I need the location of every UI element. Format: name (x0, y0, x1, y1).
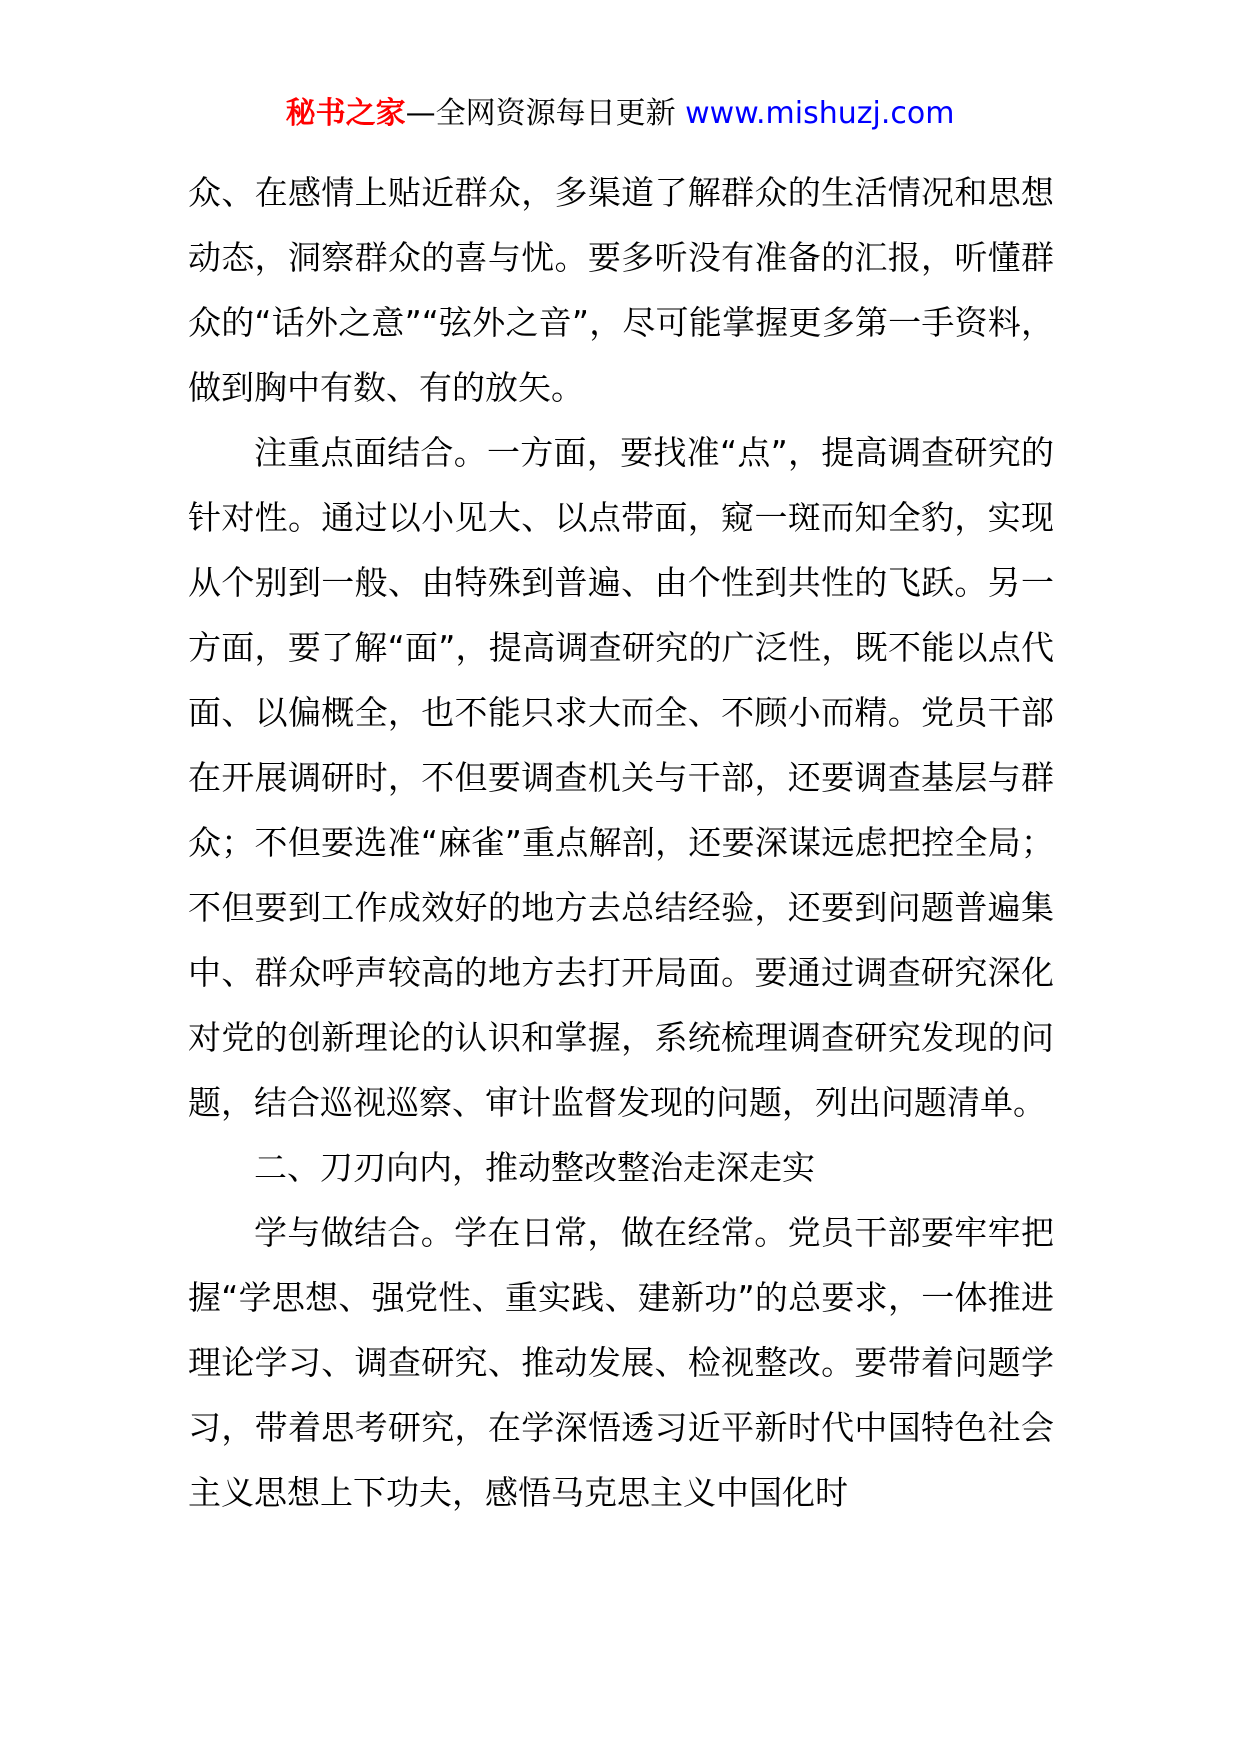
section-heading-two: 二、刀刃向内，推动整改整治走深走实 (254, 1148, 815, 1187)
site-header (0, 90, 1240, 138)
paragraph-learn-and-do: 学与做结合。学在日常，做在经常。党员干部要牢牢把握“学思想、强党性、重实践、建新功”的总要求，一体推进理论学习、调查研究、推动发展、检视整改。要带着问题学习，带着思考研究，在学深悟透习近平新时代中国特色社会主义思想上下功夫，感悟马克思主义中国化时 (188, 1213, 1054, 1512)
site-url-link[interactable]: www.mishuzj.com (685, 96, 955, 131)
paragraph-continuation: 众、在感情上贴近群众，多渠道了解群众的生活情况和思想动态，洞察群众的喜与忧。要多听没有准备的汇报，听懂群众的“话外之意”“弦外之音”，尽可能掌握更多第一手资料，做到胸中有数、有的放矢。 (188, 173, 1054, 407)
site-tagline: —全网资源每日更新 (405, 96, 686, 131)
paragraph-point-and-area: 注重点面结合。一方面，要找准“点”，提高调查研究的针对性。通过以小见大、以点带面，窥一斑而知全豹，实现从个别到一般、由特殊到普遍、由个性到共性的飞跃。另一方面，要了解“面”，提高调查研究的广泛性，既不能以点代面、以偏概全，也不能只求大而全、不顾小而精。党员干部在开展调研时，不但要调查机关与干部，还要调查基层与群众；不但要选准“麻雀”重点解剖，还要深谋远虑把控全局；不但要到工作成效好的地方去总结经验，还要到问题普遍集中、群众呼声较高的地方去打开局面。要通过调查研究深化对党的创新理论的认识和掌握，系统梳理调查研究发现的问题，结合巡视巡察、审计监督发现的问题，列出问题清单。 (188, 433, 1054, 1122)
document-body (188, 160, 1054, 1525)
site-name: 秘书之家 (285, 96, 406, 131)
